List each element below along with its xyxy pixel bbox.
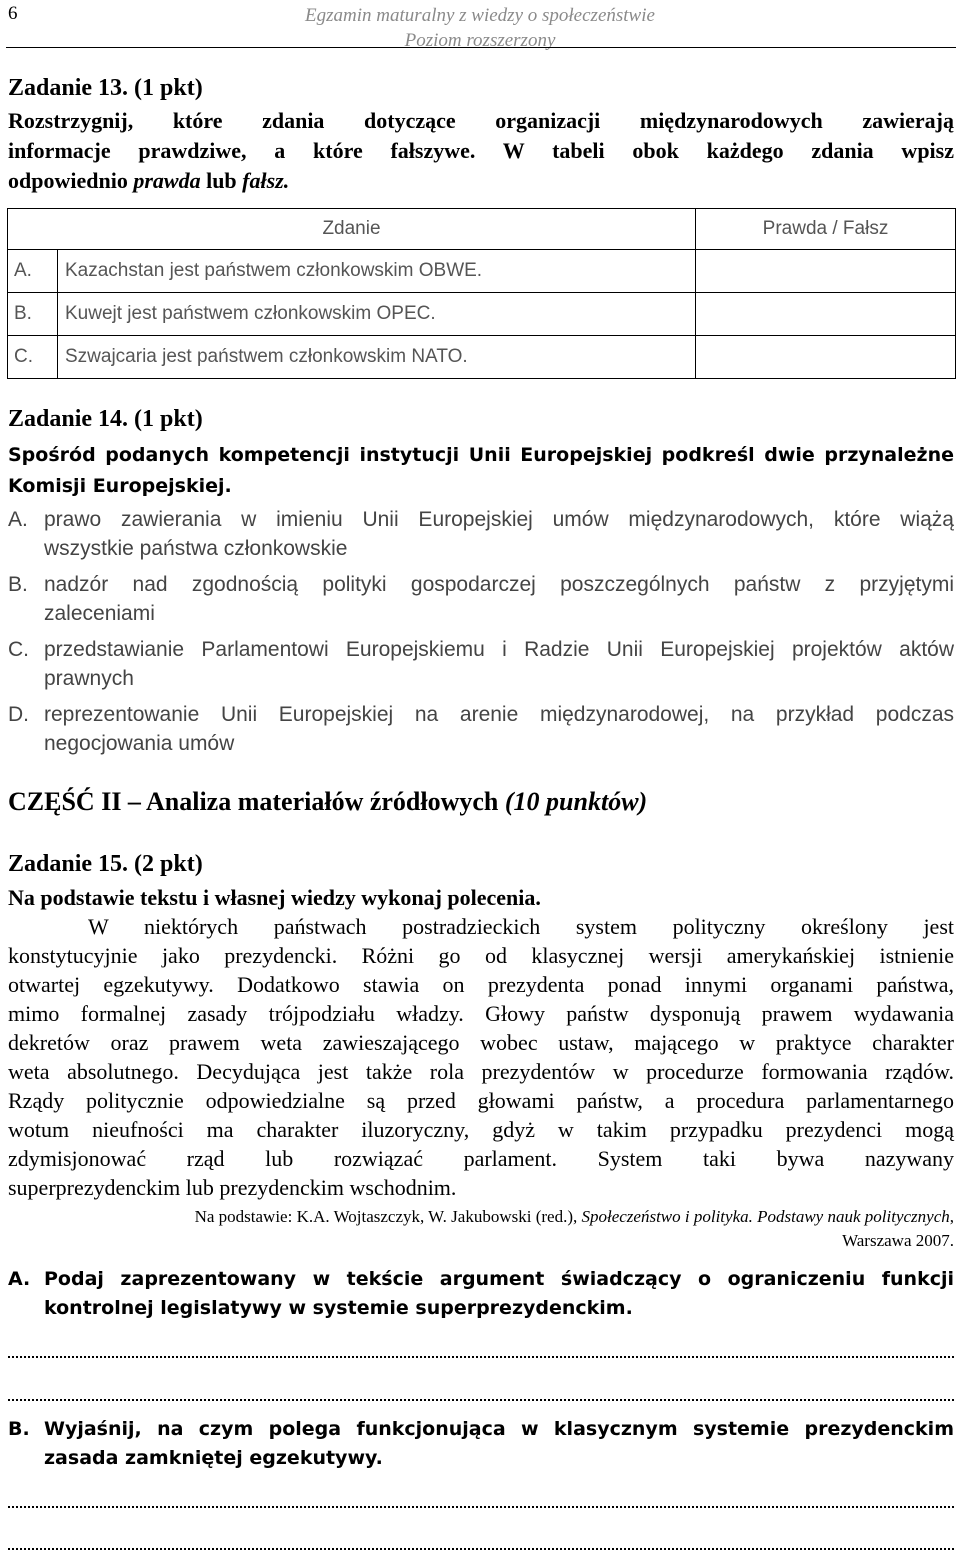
option-line: zaleceniami (44, 602, 155, 625)
exam-title: Egzamin maturalny z wiedzy o społeczeństwie (305, 5, 655, 26)
task14-instruction-1: Spośród podanych kompetencji instytucji Unii Europejskiej podkreśl dwie przynależne (8, 444, 954, 466)
source-text-line: konstytucyjnie jako prezydencki. Różni go od klasycznej wersji amerykańskiej istnienie (8, 943, 954, 968)
option-letter: A. (8, 508, 28, 531)
row-statement: Kazachstan jest państwem członkowskim OBWE. (58, 250, 696, 293)
source-text-line: superprezydenckim lub prezydenckim wschodnim. (8, 1175, 457, 1200)
citation-place-year: Warszawa 2007. (842, 1231, 954, 1250)
table-row (8, 250, 956, 293)
task13-instruction-1: Rozstrzygnij, które zdania dotyczące organizacji międzynarodowych zawierają (8, 108, 954, 133)
option-line: reprezentowanie Unii Europejskiej na arenie międzynarodowej, na przykład podczas (44, 703, 954, 726)
task13-title: Zadanie 13. (8, 75, 129, 101)
row-letter: C. (8, 336, 58, 379)
table-row (8, 293, 956, 336)
table-header-row (8, 209, 956, 250)
row-letter: A. (8, 250, 58, 293)
question-a-line-2: kontrolnej legislatywy w systemie superprezydenckim. (44, 1297, 633, 1319)
source-text-line: Rządy politycznie odpowiedzialne są przed głowami państw, a procedura parlamentarnego (8, 1088, 954, 1113)
task15-points: (2 pkt) (134, 851, 203, 877)
task14-points: (1 pkt) (134, 406, 203, 432)
option-letter: D. (8, 703, 29, 726)
task15-heading (8, 851, 203, 878)
option-line: wszystkie państwa członkowskie (44, 537, 348, 560)
instr-text: odpowiednio (8, 168, 134, 193)
row-statement: Kuwejt jest państwem członkowskim OPEC. (58, 293, 696, 336)
task14-instruction-2: Komisji Europejskiej. (8, 475, 232, 497)
row-statement: Szwajcaria jest państwem członkowskim NATO. (58, 336, 696, 379)
question-a-line-1: Podaj zaprezentowany w tekście argument świadczący o ograniczeniu funkcji (44, 1268, 954, 1290)
answer-line[interactable] (8, 1548, 954, 1550)
citation-book-title: Społeczeństwo i polityka. Podstawy nauk politycznych (581, 1207, 950, 1226)
row-letter: B. (8, 293, 58, 336)
option-line: prawo zawierania w imieniu Unii Europejskiej umów międzynarodowych, które wiążą (44, 508, 954, 531)
source-text-line: otwartej egzekutywy. Dodatkowo stawia on prezydenta ponad innymi organami państwa, (8, 972, 954, 997)
option-letter: B. (8, 573, 28, 596)
task15-title: Zadanie 15. (8, 851, 129, 877)
option-letter: C. (8, 638, 29, 661)
instr-or: lub (200, 168, 243, 193)
option-line: nadzór nad zgodnością polityki gospodarczej poszczególnych państw z przyjętymi (44, 573, 954, 596)
part2-heading (8, 787, 647, 817)
part2-title: CZĘŚĆ II – Analiza materiałów źródłowych (8, 787, 499, 816)
task14-title: Zadanie 14. (8, 406, 129, 432)
answer-cell[interactable] (696, 293, 956, 336)
source-text-line: W niektórych państwach postradzieckich system polityczny określony jest (88, 914, 954, 939)
true-false-header: Prawda / Fałsz (696, 209, 956, 250)
task13-points: (1 pkt) (134, 75, 203, 101)
exam-header (0, 3, 960, 53)
option-line: negocjowania umów (44, 732, 235, 755)
question-b-letter: B. (8, 1418, 30, 1440)
source-text-line: zdymisjonować rząd lub rozwiązać parlament. System taki bywa nazywany (8, 1146, 954, 1171)
question-b-line-1: Wyjaśnij, na czym polega funkcjonująca w klasycznym systemie prezydenckim (44, 1418, 954, 1440)
answer-line[interactable] (8, 1399, 954, 1401)
instr-true-word: prawda (133, 168, 201, 193)
source-text-line: mimo formalnej zasady trójpodziału władzy. Głowy państw dysponują prawem wydawania (8, 1001, 954, 1026)
task13-instruction-3 (8, 166, 289, 195)
true-false-table (7, 208, 956, 379)
option-item[interactable] (8, 505, 954, 563)
source-text-line: wotum nieufności ma charakter iluzoryczny, gdyż w takim przypadku prezydenci mogą (8, 1117, 954, 1142)
question-a-letter: A. (8, 1268, 31, 1290)
page-number: 6 (8, 3, 18, 24)
answer-cell[interactable] (696, 336, 956, 379)
task14-heading (8, 406, 203, 433)
task13-heading (8, 75, 203, 102)
option-item[interactable] (8, 700, 954, 758)
option-line: prawnych (44, 667, 134, 690)
citation-comma: , (949, 1207, 954, 1226)
source-text-line: weta absolutnego. Decydująca jest także rola prezydentów w procedurze formowania rządów. (8, 1059, 954, 1084)
source-citation (18, 1205, 954, 1253)
option-item[interactable] (8, 570, 954, 628)
option-item[interactable] (8, 635, 954, 693)
question-b-line-2: zasada zamkniętej egzekutywy. (44, 1447, 383, 1469)
answer-line[interactable] (8, 1506, 954, 1508)
statement-header: Zdanie (8, 209, 696, 250)
answer-line[interactable] (8, 1356, 954, 1358)
option-line: przedstawianie Parlamentowi Europejskiemu i Radzie Unii Europejskiej projektów aktów (44, 638, 954, 661)
header-divider (6, 47, 956, 48)
task15-instruction: Na podstawie tekstu i własnej wiedzy wykonaj polecenia. (8, 885, 541, 910)
table-row (8, 336, 956, 379)
citation-authors: Na podstawie: K.A. Wojtaszczyk, W. Jakubowski (red.), (194, 1207, 582, 1226)
answer-cell[interactable] (696, 250, 956, 293)
exam-level: Poziom rozszerzony (404, 30, 556, 51)
part2-points: (10 punktów) (504, 787, 648, 816)
instr-false-word: fałsz. (242, 168, 290, 193)
source-text-line: dekretów oraz prawem weta zawieszającego wobec ustaw, mającego w praktyce charakter (8, 1030, 954, 1055)
task13-instruction-2: informacje prawdziwe, a które fałszywe. W tabeli obok każdego zdania wpisz (8, 138, 954, 163)
